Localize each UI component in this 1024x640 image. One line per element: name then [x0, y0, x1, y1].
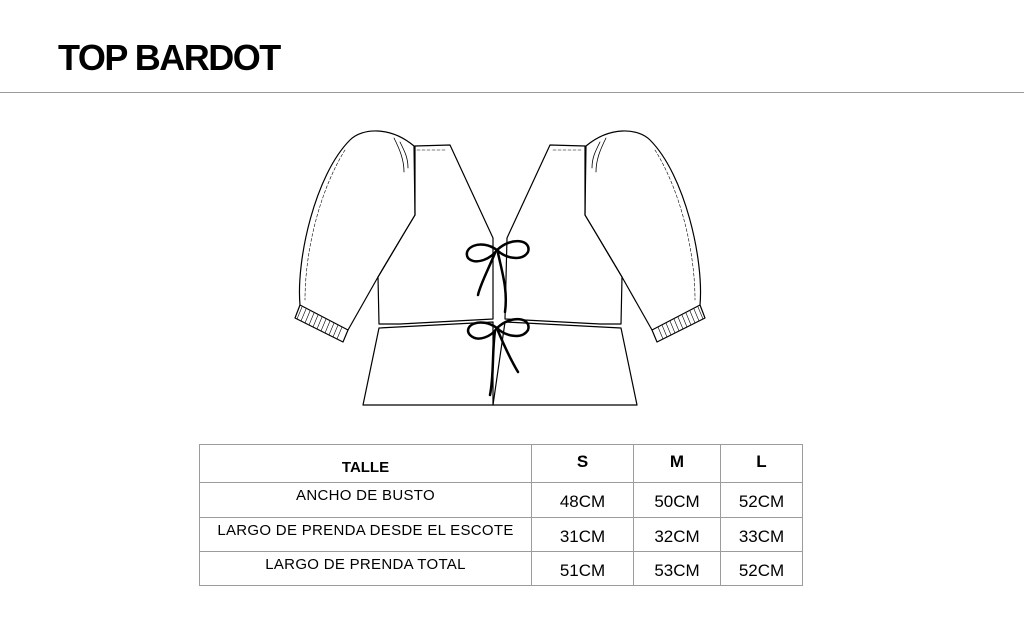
- size-header-cell: [721, 445, 803, 483]
- talle-label: TALLE: [341, 458, 390, 476]
- left-sleeve-cuff: [295, 305, 348, 342]
- right-sleeve: [585, 131, 701, 330]
- row-label-cell: [200, 483, 532, 518]
- row-label-cell: [200, 518, 532, 552]
- garment-flat-sketch: [280, 120, 720, 415]
- size-s-label: S: [576, 451, 589, 471]
- value-cell: [532, 483, 634, 518]
- row-label: LARGO DE PRENDA DESDE EL ESCOTE: [217, 521, 514, 539]
- size-header-cell: [634, 445, 721, 483]
- size-m-label: M: [669, 451, 685, 471]
- value-cell: [721, 518, 803, 552]
- table-row: [200, 483, 803, 518]
- value-cell: [532, 552, 634, 586]
- table-row: [200, 518, 803, 552]
- row-label-cell: [200, 552, 532, 586]
- size-l-label: L: [756, 451, 767, 471]
- left-bodice: [378, 145, 493, 324]
- size-table-header-row: [200, 445, 803, 483]
- measurement-value: 33CM: [738, 526, 785, 546]
- lower-bow-tie: [468, 319, 528, 395]
- table-row: [200, 552, 803, 586]
- measurement-value: 32CM: [654, 526, 700, 546]
- measurement-value: 53CM: [654, 560, 700, 580]
- left-sleeve: [299, 131, 415, 330]
- page-title: TOP BARDOT: [58, 37, 280, 78]
- value-cell: [721, 483, 803, 518]
- right-bodice: [505, 145, 622, 324]
- size-chart-table: [199, 444, 803, 586]
- measurement-value: 48CM: [559, 492, 606, 511]
- value-cell: [634, 483, 721, 518]
- value-cell: [634, 552, 721, 586]
- measurement-value: 51CM: [559, 560, 606, 580]
- size-header-cell: [200, 445, 532, 483]
- size-header-cell: [532, 445, 634, 483]
- measurement-value: 50CM: [654, 492, 700, 511]
- row-label: LARGO DE PRENDA TOTAL: [265, 555, 466, 573]
- left-peplum: [363, 322, 493, 405]
- header-divider: [0, 92, 1024, 93]
- right-sleeve-cuff: [652, 305, 705, 342]
- upper-bow-tie: [467, 241, 529, 312]
- value-cell: [532, 518, 634, 552]
- measurement-value: 31CM: [559, 526, 606, 546]
- value-cell: [721, 552, 803, 586]
- row-label: ANCHO DE BUSTO: [296, 487, 435, 504]
- measurement-value: 52CM: [738, 560, 785, 580]
- value-cell: [634, 518, 721, 552]
- measurement-value: 52CM: [738, 492, 785, 511]
